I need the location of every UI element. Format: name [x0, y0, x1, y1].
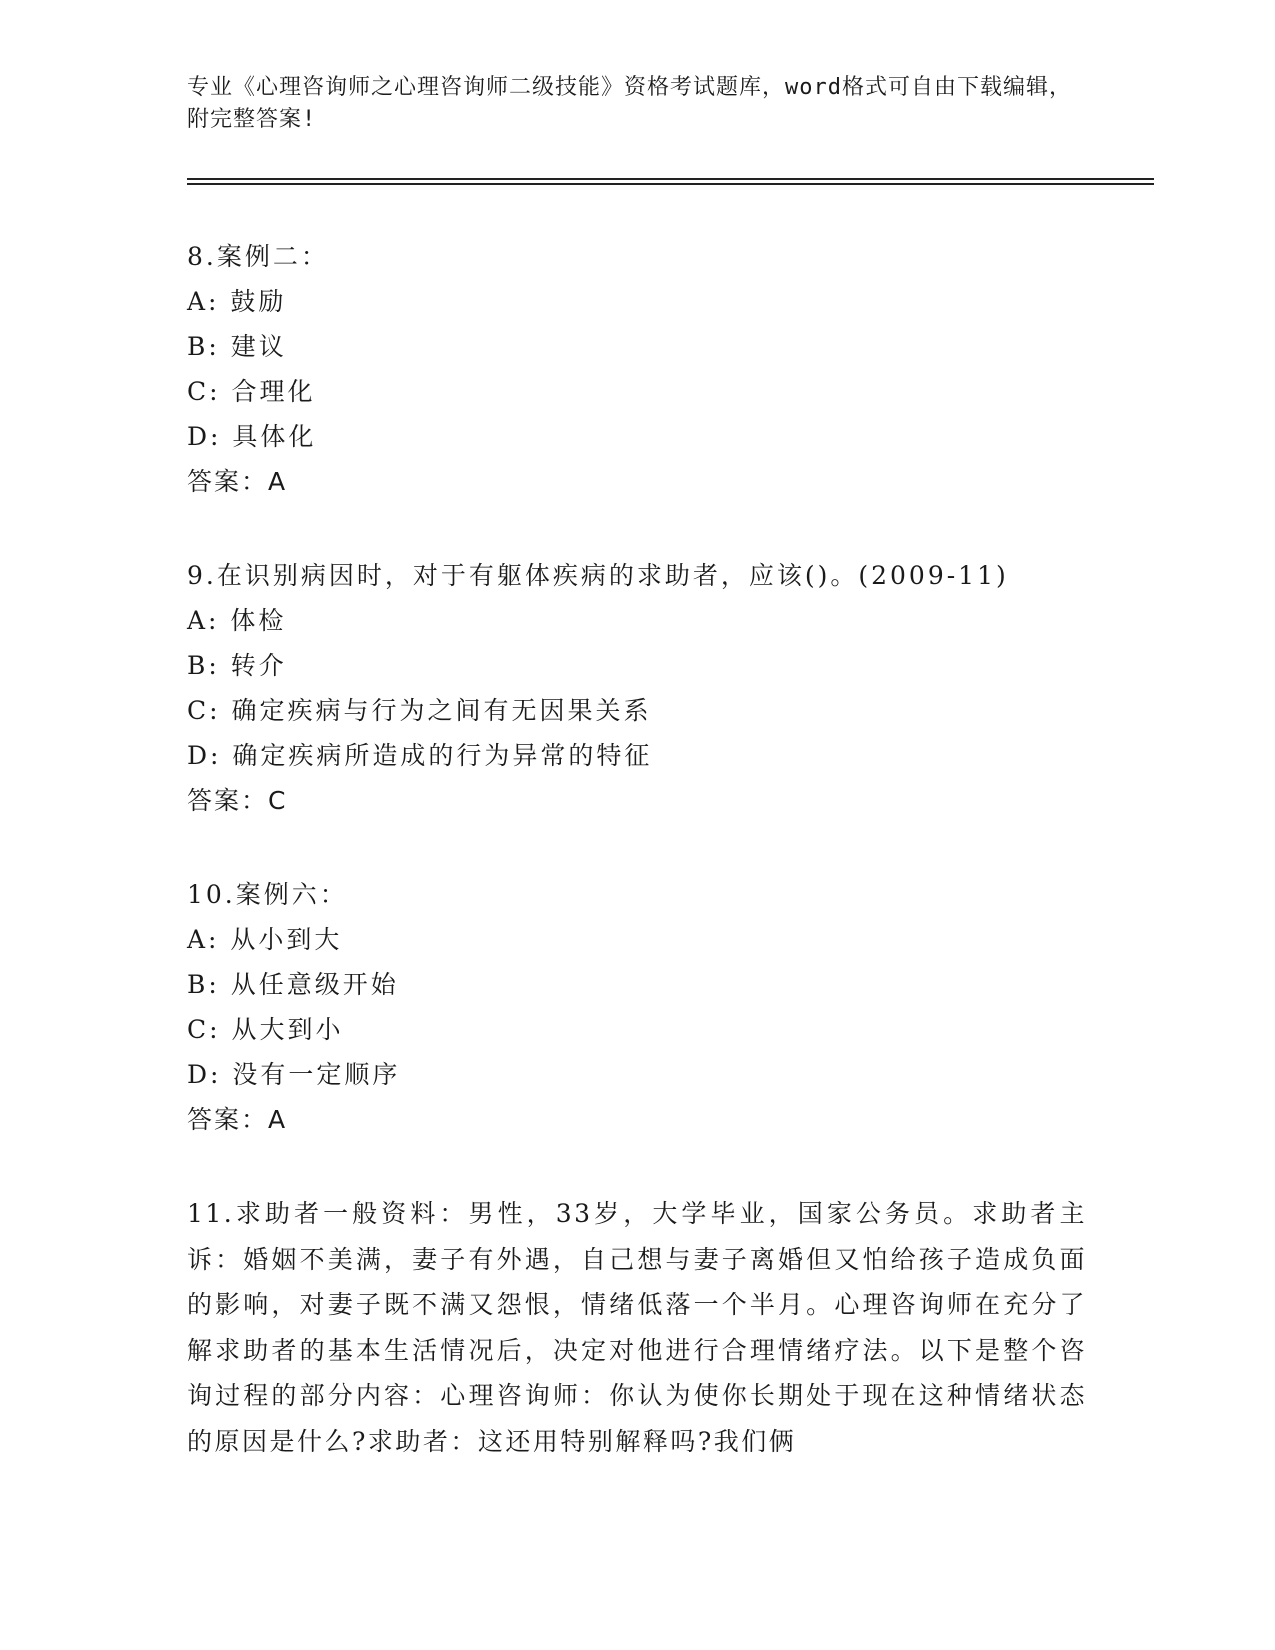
question-stem: 9.在识别病因时，对于有躯体疾病的求助者，应该()。(2009-11): [187, 561, 1009, 590]
answer: 答案：C: [187, 786, 288, 815]
option-b: B: 转介: [187, 651, 287, 680]
option-a: A: 从小到大: [187, 925, 343, 954]
header-divider-top: [187, 178, 1154, 180]
question-8: [187, 234, 1087, 504]
question-stem: 10.案例六：: [187, 880, 348, 909]
question-9: [187, 553, 1087, 823]
option-a: A: 体检: [187, 606, 287, 635]
option-d: D: 确定疾病所造成的行为异常的特征: [187, 741, 653, 770]
answer: 答案：A: [187, 1105, 288, 1134]
option-c: C: 确定疾病与行为之间有无因果关系: [187, 696, 652, 725]
question-11-text: 11.求助者一般资料：男性，33岁，大学毕业，国家公务员。求助者主诉：婚姻不美满，妻子有外遇，自己想与妻子离婚但又怕给孩子造成负面的影响，对妻子既不满又怨恨，情绪低落一个半月。心理咨询师在充分了解求助者的基本生活情况后，决定对他进行合理情绪疗法。以下是整个咨询过程的部分内容：心理咨询师：你认为使你长期处于现在这种情绪状态的原因是什么?求助者：这还用特别解释吗?我们俩: [187, 1199, 1087, 1456]
option-a: A: 鼓励: [187, 287, 287, 316]
question-stem: 8.案例二：: [187, 242, 329, 271]
option-c: C: 合理化: [187, 377, 316, 406]
document-header: 专业《心理咨询师之心理咨询师二级技能》资格考试题库，word格式可自由下载编辑，附完整答案!: [187, 75, 1072, 132]
answer: 答案：A: [187, 467, 288, 496]
option-d: D: 具体化: [187, 422, 317, 451]
option-b: B: 从任意级开始: [187, 970, 399, 999]
question-10: [187, 872, 1087, 1142]
header-divider-bottom: [187, 183, 1154, 185]
option-d: D: 没有一定顺序: [187, 1060, 401, 1089]
option-c: C: 从大到小: [187, 1015, 344, 1044]
option-b: B: 建议: [187, 332, 287, 361]
